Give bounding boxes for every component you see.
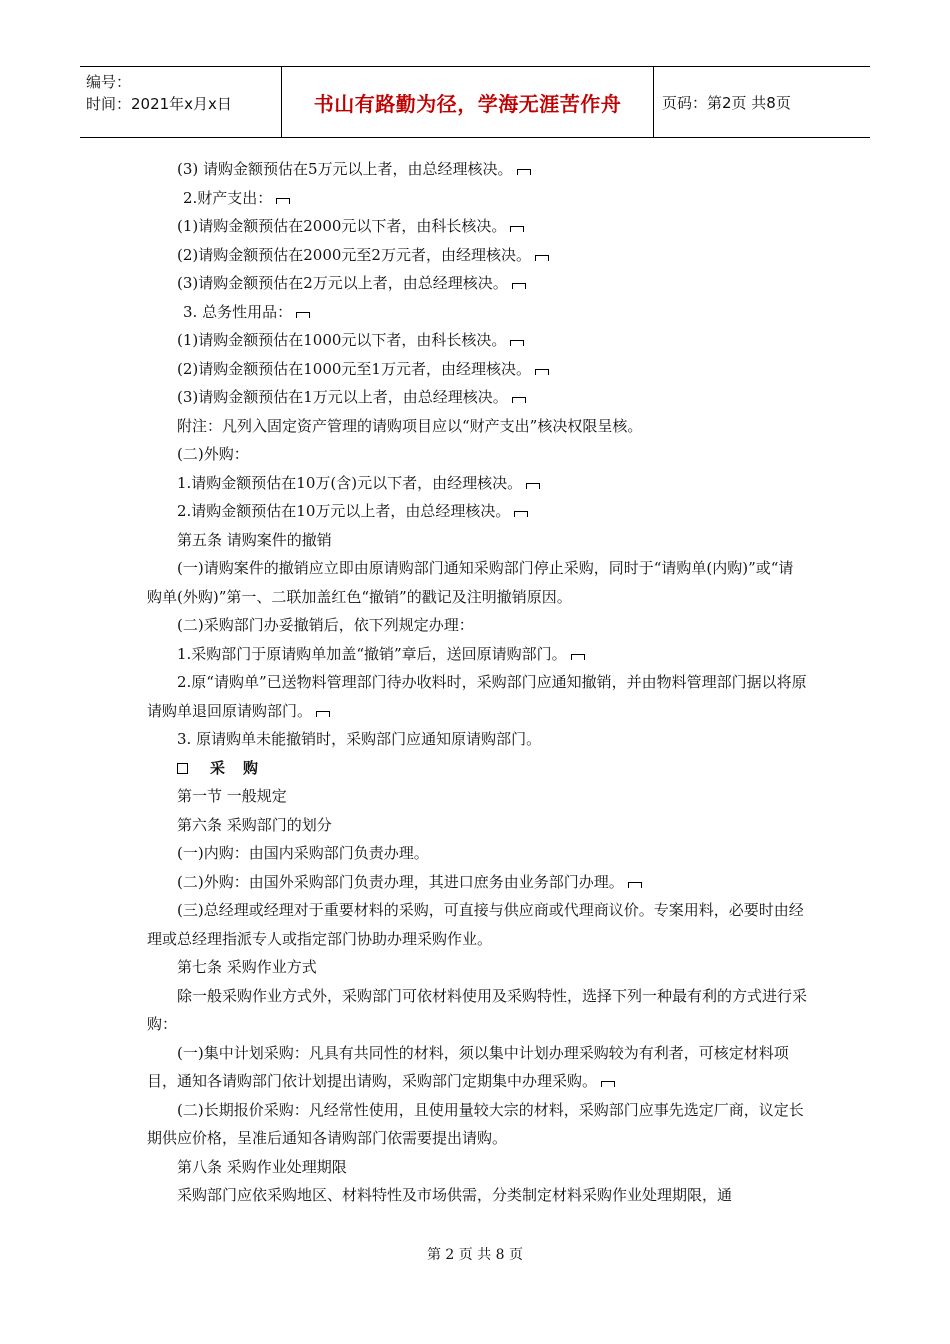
header-page-info: 页码：第2页 共8页 (662, 93, 791, 112)
page-footer: 第 2 页 共 8 页 (426, 1247, 524, 1263)
paragraph-line: (3)请购金额预估在2万元以上者，由总经理核决。 (147, 269, 807, 298)
paragraph-line: 附注：凡列入固定资产管理的请购项目应以“财产支出”核决权限呈核。 (177, 416, 643, 435)
paragraph-line: (2)请购金额预估在1000元至1万元者，由经理核决。 (147, 355, 807, 384)
edit-mark-icon (628, 882, 642, 888)
paragraph-line: (二)采购部门办妥撤销后，依下列规定办理： (177, 616, 474, 634)
paragraph-line: (3) 请购金额预估在5万元以上者，由总经理核决。 (147, 155, 807, 184)
paragraph-line: 1.请购金额预估在10万(含)元以下者，由经理核决。 (147, 469, 807, 498)
edit-mark-icon (517, 169, 531, 175)
paragraph: (二)长期报价采购：凡经常性使用，且使用量较大宗的材料，采购部门应事先选定厂商，议定长期供应价格，呈准后通知各请购部门依需要提出请购。 (147, 1100, 804, 1147)
edit-mark-icon (296, 312, 310, 318)
article-heading: 第六条 采购部门的划分 (177, 815, 332, 834)
checkbox-square-icon (177, 763, 188, 774)
paragraph-line: (1)请购金额预估在2000元以下者，由科长核决。 (147, 212, 807, 241)
article-heading: 第八条 采购作业处理期限 (177, 1157, 347, 1176)
header-meta (80, 67, 282, 137)
edit-mark-icon (512, 283, 526, 289)
edit-mark-icon (514, 511, 528, 517)
edit-mark-icon (535, 369, 549, 375)
paragraph-line: 2.请购金额预估在10万元以上者，由总经理核决。 (147, 497, 807, 526)
document-body (147, 155, 807, 1210)
paragraph: (一)集中计划采购：凡具有共同性的材料，须以集中计划办理采购较为有利者，可核定材料项目，通知各请购部门依计划提出请购，采购部门定期集中办理采购。 (147, 1043, 789, 1090)
paragraph-line: (二)外购：由国外采购部门负责办理，其进口庶务由业务部门办理。 (147, 868, 807, 897)
paragraph: 2.原“请购单”已送物料管理部门待办收料时，采购部门应通知撤销，并由物料管理部门据以将原请购单退回原请购部门。 (147, 673, 807, 720)
paragraph: (三)总经理或经理对于重要材料的采购，可直接与供应商或代理商议价。专案用料，必要时由经理或总经理指派专人或指定部门协助办理采购作业。 (147, 901, 804, 948)
page-header (80, 66, 870, 138)
edit-mark-icon (316, 711, 330, 717)
section-heading: 第一节 一般规定 (177, 787, 287, 805)
paragraph: (一)请购案件的撤销应立即由原请购部门通知采购部门停止采购，同时于“请购单(内购)”或“请购单(外购)”第一、二联加盖红色“撤销”的戳记及注明撤销原因。 (147, 559, 794, 606)
paragraph-line: (二)外购： (177, 445, 249, 463)
header-motto: 书山有路勤为径，学海无涯苦作舟 (282, 67, 654, 137)
paragraph-line: (3)请购金额预估在1万元以上者，由总经理核决。 (147, 383, 807, 412)
document-date: 时间：2021年x月x日 (86, 95, 232, 113)
edit-mark-icon (601, 1081, 615, 1087)
paragraph-line: (一)内购：由国内采购部门负责办理。 (177, 844, 429, 862)
chapter-heading: 采购 (147, 754, 807, 783)
paragraph-line: 2.财产支出： (147, 184, 807, 213)
paragraph-line: 采购部门应依采购地区、材料特性及市场供需，分类制定材料采购作业处理期限，通 (177, 1186, 733, 1204)
edit-mark-icon (510, 226, 524, 232)
edit-mark-icon (512, 397, 526, 403)
document-number-label: 编号： (86, 73, 132, 91)
paragraph-line: (1)请购金额预估在1000元以下者，由科长核决。 (147, 326, 807, 355)
article-heading: 第五条 请购案件的撤销 (177, 530, 332, 549)
paragraph-line: (2)请购金额预估在2000元至2万元者，由经理核决。 (147, 241, 807, 270)
paragraph-line: 3. 总务性用品： (147, 298, 807, 327)
edit-mark-icon (510, 340, 524, 346)
paragraph: 除一般采购作业方式外，采购部门可依材料使用及采购特性，选择下列一种最有利的方式进行采购： (147, 986, 808, 1033)
edit-mark-icon (535, 255, 549, 261)
paragraph-line: 3. 原请购单未能撤销时，采购部门应通知原请购部门。 (177, 730, 542, 748)
edit-mark-icon (276, 198, 290, 204)
edit-mark-icon (571, 654, 585, 660)
paragraph-line: 1.采购部门于原请购单加盖“撤销”章后，送回原请购部门。 (147, 640, 807, 669)
edit-mark-icon (526, 483, 540, 489)
article-heading: 第七条 采购作业方式 (177, 958, 317, 976)
